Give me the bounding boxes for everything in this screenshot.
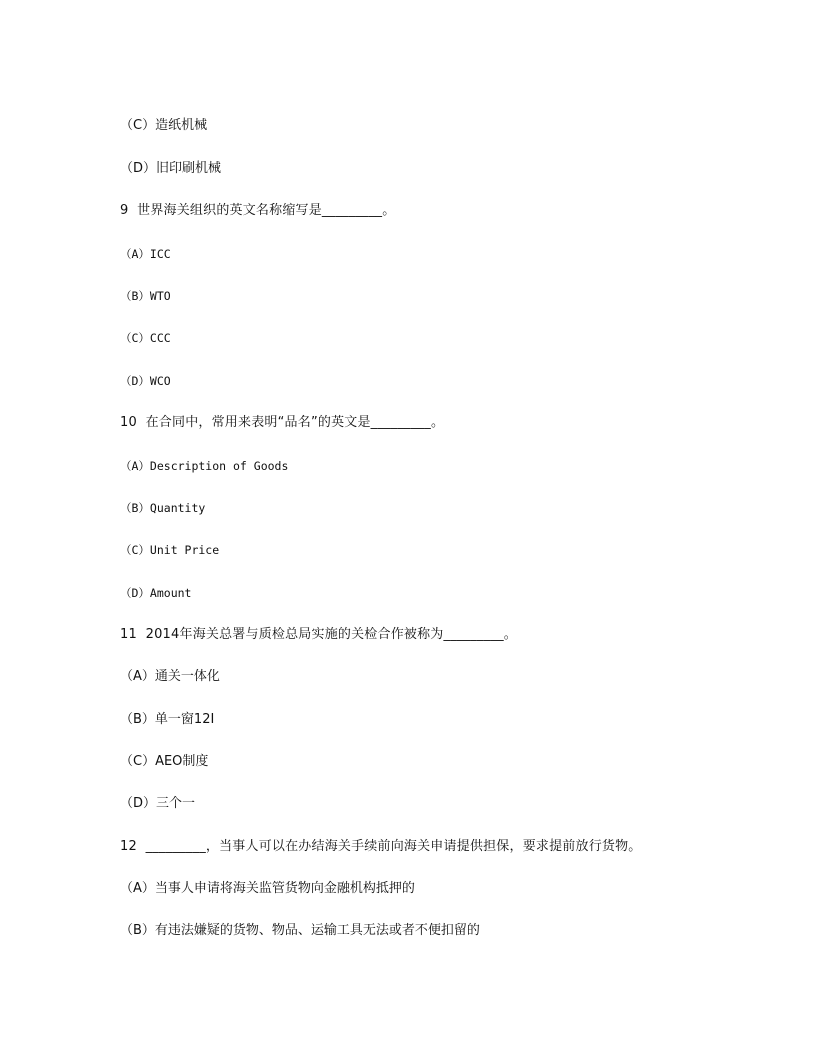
question-9-option-a: （A）ICC (120, 247, 171, 261)
question-9: 9 世界海关组织的英文名称缩写是_________。 (120, 203, 396, 218)
question-10-option-a: （A）Description of Goods (120, 459, 289, 473)
question-10-option-c: （C）Unit Price (120, 543, 220, 557)
question-9-option-b: （B）WTO (120, 289, 171, 303)
question-10-option-b: （B）Quantity (120, 501, 206, 515)
question-12-option-a: （A）当事人申请将海关监管货物向金融机构抵押的 (120, 881, 415, 896)
question-11-option-c: （C）AEO制度 (120, 754, 209, 769)
question-9-option-c: （C）CCC (120, 331, 171, 345)
question-9-option-d: （D）WCO (120, 374, 171, 388)
question-10-option-d: （D）Amount (120, 586, 192, 600)
question-11-option-b: （B）单一窗12I (120, 712, 215, 727)
question-12: 12 _________，当事人可以在办结海关手续前向海关申请提供担保，要求提前放行货物。 (120, 839, 642, 854)
question-11-option-d: （D）三个一 (120, 796, 196, 811)
question-11: 11 2014年海关总署与质检总局实施的关检合作被称为_________。 (120, 627, 517, 642)
option-d-prev: （D）旧印刷机械 (120, 161, 222, 176)
question-12-option-b: （B）有违法嫌疑的货物、物品、运输工具无法或者不便扣留的 (120, 923, 480, 938)
question-10: 10 在合同中，常用来表明“品名”的英文是_________。 (120, 415, 445, 430)
option-9c-prev: （C）造纸机械 (120, 118, 208, 133)
question-11-option-a: （A）通关一体化 (120, 669, 220, 684)
